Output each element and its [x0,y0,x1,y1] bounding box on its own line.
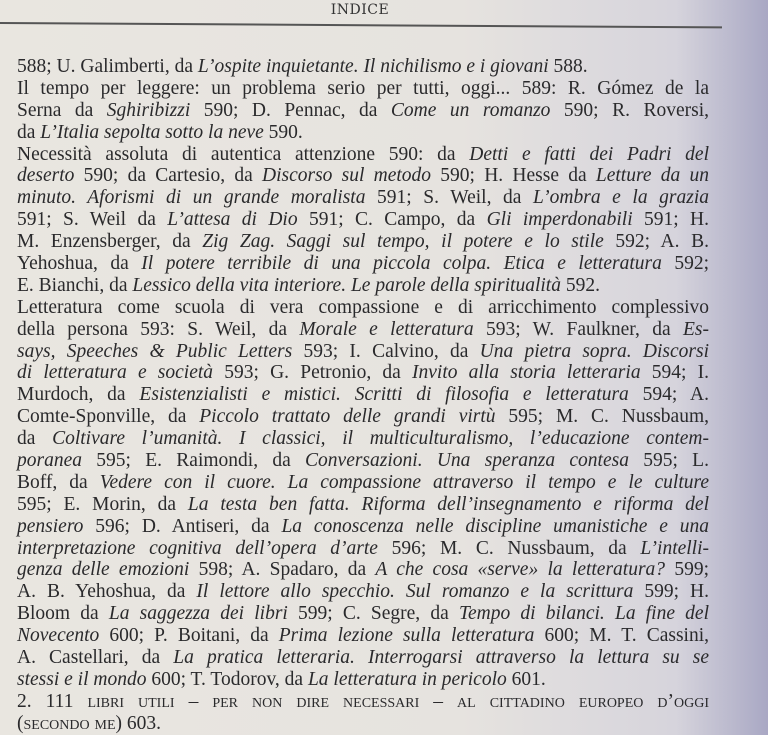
italic-title: Novecento [17,625,100,647]
italic-title: Zig Zag. Saggi sul tempo, il potere e lo stile [202,231,604,253]
text-segment: libri utili – per non dire necessari – al cittadino europeo d’oggi [87,690,709,712]
text-segment: Yehoshua, da [17,253,142,275]
text-segment: 600; P. Boitani, da [99,625,279,647]
italic-title: pensiero [17,515,84,537]
italic-title: La conoscenza nelle discipline umanistiche e una [281,515,709,537]
text-line [17,559,709,581]
italic-title: says, Speeches & Public Letters [17,340,293,362]
italic-title: Sghiribizzi [106,99,191,121]
text-segment: 595; L. [628,450,709,472]
text-line [17,319,709,341]
text-segment: 596; D. Antiseri, da [83,515,282,537]
text-segment: 590; D. Pennac, da [190,99,391,121]
text-line [17,165,709,187]
italic-title: Conversazioni. Una speranza contesa [305,450,629,472]
text-line [17,341,709,363]
italic-title: Morale e letteratura [299,318,474,340]
italic-title: Il potere terribile di una piccola colpa. Etica e letteratura [141,253,662,275]
text-segment: 595; E. Raimondi, da [82,450,306,472]
text-line [17,472,709,494]
text-segment: Bloom da [17,603,109,625]
text-line [17,297,709,319]
text-segment: 599; C. Segre, da [287,603,459,625]
text-segment: 594; A. [628,384,709,406]
text-segment: A. Castellari, da [17,647,174,669]
text-line [17,625,709,647]
text-line [17,428,709,450]
italic-title: Es- [683,318,710,340]
text-line [17,713,709,735]
text-line [17,450,709,472]
text-line [17,100,709,122]
text-line [17,209,709,231]
italic-title: L’intelli- [640,537,710,559]
italic-title: Esistenzialisti e mistici. Scritti di filosofia e letteratura [139,384,629,406]
text-segment: 591; H. [632,209,709,231]
italic-title: L’Italia sepolta sotto la neve [40,121,264,143]
text-segment: 593; W. Faulkner, da [473,318,684,340]
italic-title: L’attesa di Dio [167,209,298,231]
text-segment: A. B. Yehoshua, da [17,581,197,603]
text-segment: della persona 593: S. Weil, da [17,318,300,340]
text-segment: 594; I. [640,362,709,384]
text-segment: 600; T. Todorov, da [146,668,308,690]
text-segment: da [17,121,41,143]
italic-title: Letture da un [595,165,709,187]
text-segment: 598; A. Spadaro, da [189,559,376,581]
italic-title: Prima lezione sulla letteratura [278,625,535,647]
text-line [17,581,709,603]
text-line [17,603,709,625]
text-segment: 595; M. C. Nussbaum, [495,406,709,428]
index-text [17,56,709,735]
italic-title: Come un romanzo [390,99,551,121]
text-segment: 592. [560,274,600,296]
italic-title: poranea [17,450,82,472]
text-segment: ) 603. [115,712,161,734]
text-segment: 592; [661,253,710,275]
text-segment: 590; da Cartesio, da [74,165,262,187]
italic-title: genza delle emozioni [17,559,190,581]
italic-title: minuto. Aforismi di un grande moralista [17,187,366,209]
text-segment: 591; S. Weil, da [365,187,534,209]
text-segment: Murdoch, da [17,384,140,406]
italic-title: Una pietra sopra. Discorsi [479,340,709,362]
text-line [17,406,709,428]
text-segment: 592; A. B. [603,231,709,253]
text-segment: 596; M. C. Nussbaum, da [377,537,641,559]
italic-title: stessi e il mondo [17,668,147,690]
italic-title: deserto [17,165,75,187]
italic-title: Vedere con il cuore. La compassione attraverso il tempo e le culture [99,471,710,493]
text-line [17,122,709,144]
italic-title: Invito alla storia letteraria [412,362,641,384]
text-line [17,538,709,560]
text-segment: 591; S. Weil da [17,209,168,231]
text-line [17,144,709,166]
text-segment: 590; R. Roversi, [550,99,709,121]
text-segment: 600; M. T. Cassini, [534,625,710,647]
text-segment: 590. [263,121,303,143]
text-line [17,275,709,297]
text-segment: 591; C. Campo, da [297,209,487,231]
text-line [17,253,709,275]
text-line [17,669,709,691]
text-segment: 599; H. [633,581,709,603]
italic-title: La letteratura in pericolo [307,668,507,690]
text-line [17,647,709,669]
text-line [17,384,709,406]
italic-title: La testa ben fatta. Riforma dell’insegnamento e riforma del [187,493,709,515]
italic-title: Tempo di bilanci. La fine del [458,603,709,625]
italic-title: Lessico della vita interiore. Le parole della spiritualità [132,274,561,296]
italic-title: di letteratura e società [17,362,214,384]
text-segment: 588; U. Galimberti, da [17,56,198,77]
text-segment: Letteratura come scuola di vera compassione e di arricchimento complessivo [17,296,709,318]
text-segment: Il tempo per leggere: un problema serio per tutti, oggi... 589: R. Gómez de la [17,77,709,99]
italic-title: La saggezza dei libri [108,603,288,625]
text-line [17,231,709,253]
text-segment: 2. 111 [17,690,88,712]
italic-title: L’ospite inquietante. Il nichilismo e i giovani [197,56,549,77]
header-rule [0,22,722,28]
text-line [17,691,709,713]
text-segment: 595; E. Morin, da [17,493,188,515]
italic-title: A che cosa «serve» la letteratura? [375,559,666,581]
italic-title: interpretazione cognitiva dell’opera d’arte [17,537,378,559]
text-segment: Serna da [17,99,107,121]
italic-title: Piccolo trattato delle grandi virtù [199,406,496,428]
text-line [17,494,709,516]
italic-title: Detti e fatti dei Padri del [469,143,709,165]
text-line [17,362,709,384]
italic-title: La pratica letteraria. Interrogarsi attraverso la lettura su se [173,647,709,669]
text-line [17,78,709,100]
italic-title: Discorso sul metodo [261,165,432,187]
text-segment: Comte-Sponville, da [17,406,200,428]
text-segment: 601. [506,668,546,690]
text-line [17,516,709,538]
text-segment: M. Enzensberger, da [17,231,203,253]
italic-title: Il lettore allo specchio. Sul romanzo e la scrittura [196,581,634,603]
text-line [17,56,709,78]
text-segment: E. Bianchi, da [17,274,133,296]
text-line [17,187,709,209]
text-segment: 593; I. Calvino, da [292,340,480,362]
running-header: INDICE [330,2,390,18]
text-segment: 588. [548,56,588,77]
text-segment: 590; H. Hesse da [431,165,596,187]
text-segment: ( [17,712,24,734]
italic-title: L’ombra e la grazia [533,187,709,209]
text-segment: 599; [665,559,709,581]
text-segment: Necessità assoluta di autentica attenzione 590: da [17,143,470,165]
text-segment: Boff, da [17,471,100,493]
text-segment: secondo me [23,712,116,734]
italic-title: Gli imperdonabili [486,209,633,231]
text-segment: da [17,428,53,450]
italic-title: Coltivare l’umanità. I classici, il multiculturalismo, l’educazione contem- [52,428,710,450]
text-segment: 593; G. Petronio, da [213,362,412,384]
